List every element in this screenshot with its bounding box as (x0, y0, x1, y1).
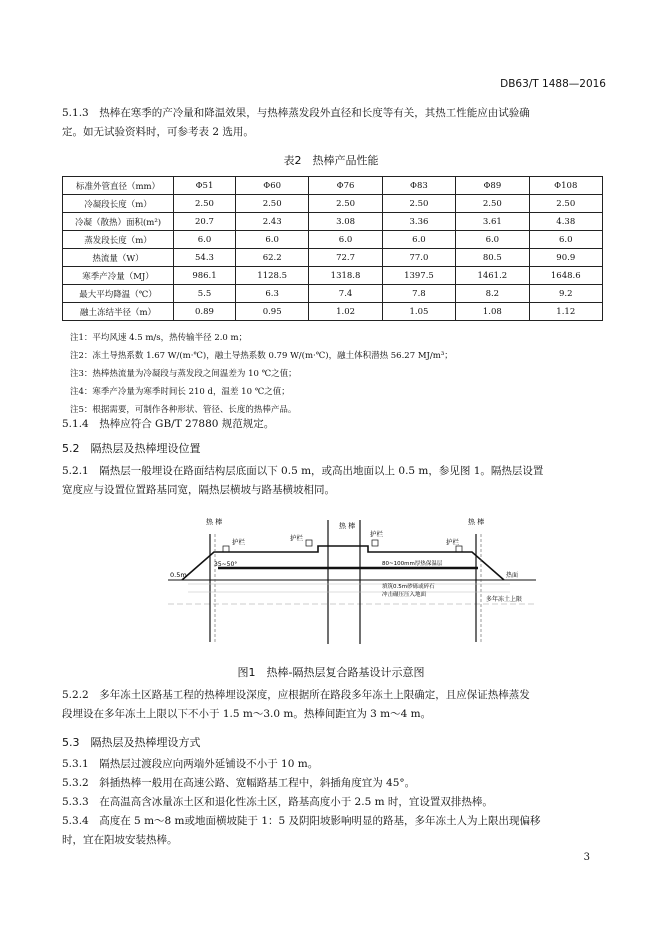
table-cell: 1648.6 (529, 267, 602, 285)
paragraph-5-3-2: 5.3.2 斜插热棒一般用在高速公路、宽幅路基工程中，斜插角度宜为 45°。 (62, 777, 416, 789)
paragraph-line: 5.2.2 多年冻土区路基工程的热棒埋设深度，应根据所在路段多年冻土上限确定，且应保证热棒蒸发 (62, 689, 530, 701)
table-cell: 3.08 (309, 213, 382, 231)
table-cell: 7.4 (309, 285, 382, 303)
table-cell: 7.8 (382, 285, 455, 303)
section-heading-5-2: 5.2 隔热层及热棒埋设位置 (62, 442, 201, 455)
table-row (63, 231, 603, 249)
label-ditch: 热面 (506, 572, 519, 579)
table-cell: 9.2 (529, 285, 602, 303)
label-angle: 35~50° (214, 561, 238, 568)
guardrail-right (456, 546, 462, 552)
paragraph-line: 时，宜在阳坡安装热棒。 (62, 834, 178, 846)
row-label-cell: 最大平均降温（℃） (63, 285, 174, 303)
table-cell: 1318.8 (309, 267, 382, 285)
row-label-cell: 冷凝（散热）面积(m²) (63, 213, 174, 231)
table-cell: 54.3 (174, 249, 236, 267)
table-cell: 2.50 (235, 195, 308, 213)
paragraph-5-2-1 (62, 462, 602, 500)
table-cell: 2.50 (382, 195, 455, 213)
table-cell: 6.0 (382, 231, 455, 249)
table-cell: 6.0 (529, 231, 602, 249)
table-cell: 1.05 (382, 303, 455, 321)
table-cell: 4.38 (529, 213, 602, 231)
table-cell: 1397.5 (382, 267, 455, 285)
table-cell: 1.08 (456, 303, 529, 321)
table-cell: 20.7 (174, 213, 236, 231)
paragraph-5-3-3: 5.3.3 在高温高含冰量冻土区和退化性冻土区，路基高度小于 2.5 m 时，宜设置双排热棒。 (62, 796, 493, 808)
table-cell: 1461.2 (456, 267, 529, 285)
table-cell: 6.0 (235, 231, 308, 249)
note-5: 注5：根据需要，可制作各种形状、管径、长度的热棒产品。 (70, 405, 297, 415)
paragraph-5-1-4: 5.1.4 热棒应符合 GB/T 27880 规范规定。 (62, 418, 275, 430)
performance-table (62, 176, 603, 321)
label-rod-right: 热 棒 (468, 518, 485, 526)
roadbed-figure (160, 512, 540, 654)
paragraph-line: 定。如无试验资料时，可参考表 2 选用。 (62, 126, 254, 138)
table-cell: 1.02 (309, 303, 382, 321)
label-compact: 冲击碾压压入地面 (382, 592, 427, 598)
guardrail-mid-left (306, 540, 312, 546)
label-rod-mid: 热 棒 (339, 522, 356, 530)
table-cell: 80.5 (456, 249, 529, 267)
table-cell: Φ89 (456, 177, 529, 195)
paragraph-5-3-1: 5.3.1 隔热层过渡段应向两端外延铺设不小于 10 m。 (62, 758, 319, 770)
table-row (63, 303, 603, 321)
label-guardrail-mid-right: 护栏 (370, 530, 383, 538)
table-cell: 62.2 (235, 249, 308, 267)
label-insulation: 80~100mm厚热保温层 (382, 561, 443, 567)
guardrail-left (223, 546, 229, 552)
guardrail-mid-right (372, 540, 378, 546)
table-cell: 1.12 (529, 303, 602, 321)
table-cell: 1128.5 (235, 267, 308, 285)
paragraph-line: 5.3.4 高度在 5 m～8 m或地面横坡陡于 1：5 及阴阳坡影响明显的路基，多年冻土人为上限出现偏移 (62, 815, 541, 827)
row-label-cell: 热流量（W） (63, 249, 174, 267)
paragraph-5-2-2 (62, 686, 602, 724)
note-2: 注2：冻土导热系数 1.67 W/(m·℃)，融土导热系数 0.79 W/(m·℃)，融土体积潜热 56.27 MJ/m³； (70, 351, 453, 361)
table-cell: 90.9 (529, 249, 602, 267)
table-cell: 0.89 (174, 303, 236, 321)
note-3: 注3：热棒热流量为冷凝段与蒸发段之间温差为 10 ℃之值； (70, 369, 297, 379)
table-cell: 2.50 (456, 195, 529, 213)
paragraph-line: 宽度应与设置位置路基同宽，隔热层横坡与路基横坡相同。 (62, 484, 335, 496)
table-cell: Φ76 (309, 177, 382, 195)
table-row (63, 195, 603, 213)
table-cell: 6.3 (235, 285, 308, 303)
label-depth: 0.5m (170, 571, 187, 579)
table-cell: 5.5 (174, 285, 236, 303)
row-label-cell: 融土冻结半径（m） (63, 303, 174, 321)
table-cell: 3.36 (382, 213, 455, 231)
table-cell: 77.0 (382, 249, 455, 267)
page-number: 3 (583, 852, 590, 863)
table-cell: 8.2 (456, 285, 529, 303)
table-cell: 2.50 (309, 195, 382, 213)
row-label-cell: 蒸发段长度（m） (63, 231, 174, 249)
paragraph-5-1-3 (62, 104, 602, 142)
document-code: DB63/T 1488—2016 (500, 78, 606, 90)
paragraph-line: 5.2.1 隔热层一般埋设在路面结构层底面以下 0.5 m，或高出地面以上 0.5 m，参见图 1。隔热层设置 (62, 465, 544, 477)
table-cell: 2.43 (235, 213, 308, 231)
note-1: 注1：平均风速 4.5 m/s，热传输半径 2.0 m； (70, 333, 248, 343)
table-cell: 2.50 (174, 195, 236, 213)
figure-caption: 图1 热棒-隔热层复合路基设计示意图 (237, 666, 425, 679)
paragraph-line: 5.1.3 热棒在寒季的产冷量和降温效果，与热棒蒸发段外直径和长度等有关，其热工性能应由试验确 (62, 107, 530, 119)
label-guardrail-right: 护栏 (446, 538, 459, 546)
table-cell: Φ83 (382, 177, 455, 195)
table-title: 表2 热棒产品性能 (283, 154, 379, 167)
row-label-cell: 冷凝段长度（m） (63, 195, 174, 213)
table-row (63, 213, 603, 231)
table-cell: 2.50 (529, 195, 602, 213)
table-row (63, 249, 603, 267)
table-cell: Φ60 (235, 177, 308, 195)
table-cell: 0.95 (235, 303, 308, 321)
table-header-row (63, 177, 603, 195)
section-heading-5-3: 5.3 隔热层及热棒埋设方式 (62, 736, 201, 749)
table-cell: 72.7 (309, 249, 382, 267)
table-row (63, 267, 603, 285)
table-row (63, 285, 603, 303)
label-rod-left: 热 棒 (206, 518, 223, 526)
table-cell: Φ108 (529, 177, 602, 195)
row-label-cell: 寒季产冷量（MJ） (63, 267, 174, 285)
paragraph-line: 段埋设在多年冻土上限以下不小于 1.5 m～3.0 m。热棒间距宜为 3 m～4 m。 (62, 708, 432, 720)
table-cell: 6.0 (456, 231, 529, 249)
table-cell: 6.0 (174, 231, 236, 249)
paragraph-5-3-4 (62, 812, 602, 850)
table-cell: 986.1 (174, 267, 236, 285)
label-guardrail-left: 护栏 (232, 538, 245, 546)
table-cell: 6.0 (309, 231, 382, 249)
label-permafrost: 多年冻土上限 (486, 596, 523, 603)
table-cell: 3.61 (456, 213, 529, 231)
note-4: 注4：寒季产冷量为寒季时间长 210 d，温差 10 ℃之值； (70, 387, 290, 397)
label-fill: 填筑0.5m砂砾或碎石 (382, 584, 435, 590)
table-cell: Φ51 (174, 177, 236, 195)
label-guardrail-mid-left: 护栏 (290, 534, 303, 542)
row-label-cell: 标准外管直径（mm） (63, 177, 174, 195)
